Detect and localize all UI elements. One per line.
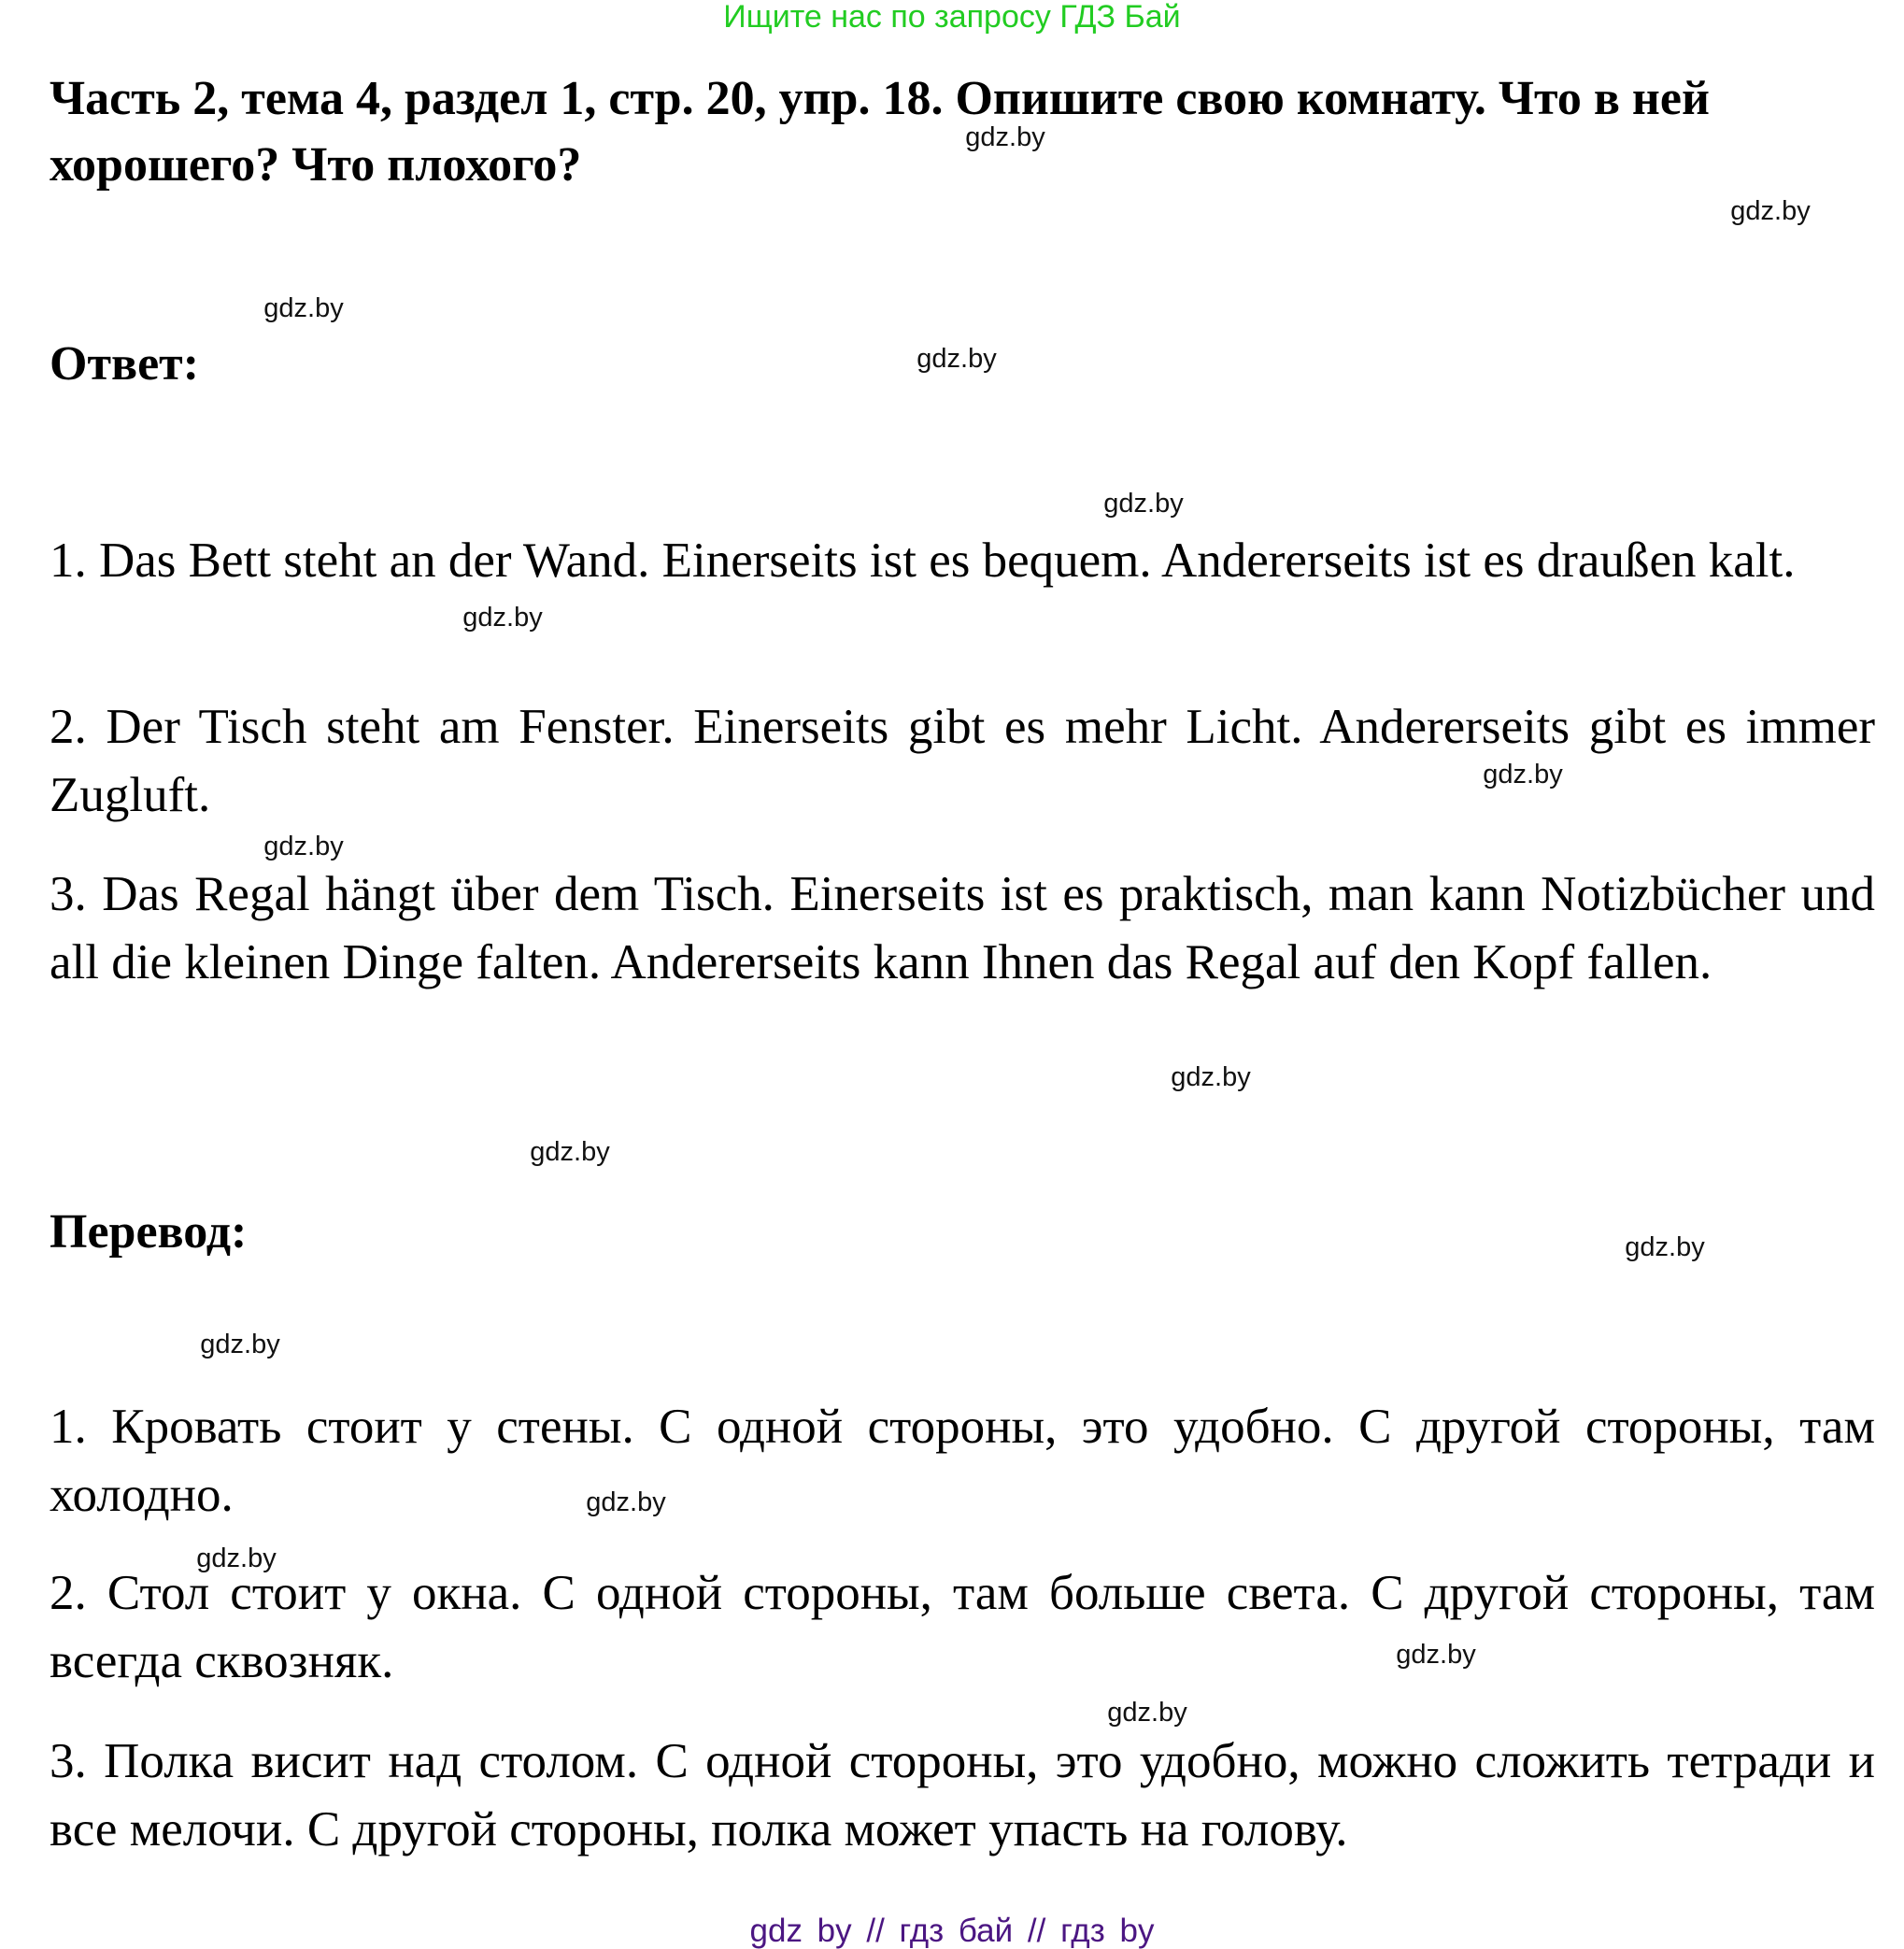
watermark: gdz.by: [586, 1487, 666, 1517]
translation-heading: Перевод:: [50, 1205, 248, 1259]
watermark: gdz.by: [965, 122, 1045, 152]
answer-item-1: 1. Das Bett steht an der Wand. Einerseits ist es bequem. Andererseits ist es draußen kalt.: [50, 533, 1796, 588]
watermark: gdz.by: [1730, 196, 1811, 226]
answer-item-3: 3. Das Regal hängt über dem Tisch. Einerseits ist es praktisch, man kann Notizbücher und all die kleinen Dinge falten. Andererseits kann Ihnen das Regal auf den Kopf fallen.: [50, 867, 1875, 989]
translation-item-2: 2. Стол стоит у окна. С одной стороны, там больше света. С другой стороны, там всегда сквозняк.: [50, 1566, 1875, 1688]
watermark: gdz.by: [196, 1544, 277, 1573]
exercise-title: Часть 2, тема 4, раздел 1, стр. 20, упр. 18. Опишите свою комнату. Что в ней хорошего? Что плохого?: [50, 72, 1710, 192]
watermark: gdz.by: [200, 1330, 280, 1359]
answer-heading: Ответ:: [50, 337, 200, 391]
translation-item-3: 3. Полка висит над столом. С одной стороны, это удобно, можно сложить тетради и все мелочи. С другой стороны, полка может упасть на голову.: [50, 1734, 1875, 1857]
watermark: gdz.by: [530, 1137, 610, 1167]
watermark: gdz.by: [916, 344, 997, 374]
watermark: gdz.by: [1483, 760, 1563, 790]
translation-item-1: 1. Кровать стоит у стены. С одной стороны, это удобно. С другой стороны, там холодно.: [50, 1400, 1875, 1522]
watermark: gdz.by: [1396, 1640, 1476, 1670]
watermark: gdz.by: [263, 832, 344, 861]
footer-links: gdz by // гдз бай // гдз by: [749, 1913, 1155, 1949]
watermark: gdz.by: [1107, 1698, 1187, 1728]
watermark: gdz.by: [1625, 1232, 1705, 1262]
watermark: gdz.by: [1103, 489, 1184, 519]
watermark: gdz.by: [263, 293, 344, 323]
search-banner: Ищите нас по запросу ГДЗ Бай: [723, 0, 1181, 35]
watermark: gdz.by: [1171, 1062, 1251, 1092]
answer-item-2: 2. Der Tisch steht am Fenster. Einerseits gibt es mehr Licht. Andererseits gibt es immer Zugluft.: [50, 700, 1875, 822]
watermark: gdz.by: [462, 603, 543, 633]
